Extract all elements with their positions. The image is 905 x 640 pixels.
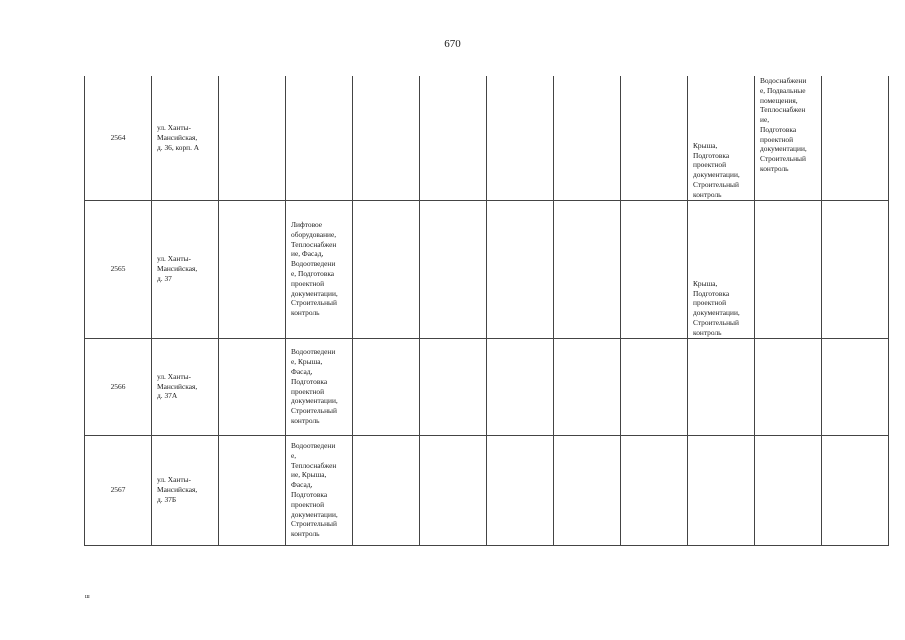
work-line: е, Крыша, xyxy=(291,357,323,367)
work-line: оборудование, xyxy=(291,229,337,239)
work-line: проектной xyxy=(291,499,325,509)
address-line: ул. Ханты- xyxy=(157,123,191,133)
row-number-cell xyxy=(85,435,152,545)
table-cell xyxy=(554,76,621,200)
work-line: документации, xyxy=(291,509,338,519)
work-line: ие, Фасад, xyxy=(291,249,324,259)
works-cell xyxy=(688,435,755,545)
table-cell xyxy=(621,76,688,200)
work-line: Водоотведени xyxy=(291,441,336,451)
works-cell xyxy=(286,435,353,545)
work-line: Подготовка xyxy=(291,490,328,499)
row-number-cell xyxy=(85,76,152,200)
work-line: Строительный xyxy=(760,154,806,164)
address-line: д. 37А xyxy=(157,391,178,401)
table-cell xyxy=(822,76,889,200)
table-cell xyxy=(554,435,621,545)
works-cell xyxy=(755,200,822,338)
work-line: Теплоснабжен xyxy=(291,239,337,249)
row-number: 2566 xyxy=(110,381,126,391)
work-line: проектной xyxy=(693,298,727,308)
address-line: ул. Ханты- xyxy=(157,254,191,264)
works-cell xyxy=(688,200,755,338)
table-cell xyxy=(621,200,688,338)
work-line: ие, xyxy=(760,115,770,125)
work-line: Строительный xyxy=(291,406,337,416)
work-line: Водоотведени xyxy=(291,259,336,269)
work-line: документации, xyxy=(291,396,338,406)
table-row xyxy=(85,435,889,545)
work-line: контроль xyxy=(693,327,722,337)
work-line: Водоотведени xyxy=(291,347,336,357)
work-line: проектной xyxy=(760,134,794,144)
address-line: Мансийская, xyxy=(157,264,198,274)
address-line: д. 37Б xyxy=(157,494,177,504)
work-line: е, Подготовка xyxy=(291,269,335,278)
work-line: Лифтовое xyxy=(291,220,323,230)
address-cell xyxy=(152,76,219,200)
address-cell xyxy=(152,200,219,338)
work-line: ие, Крыша, xyxy=(291,470,327,480)
table-cell xyxy=(621,435,688,545)
table-cell xyxy=(822,200,889,338)
works-cell xyxy=(755,338,822,435)
work-line: контроль xyxy=(291,415,320,425)
address-line: Мансийская, xyxy=(157,381,198,391)
table-cell xyxy=(219,435,286,545)
works-cell xyxy=(286,200,353,338)
row-number: 2567 xyxy=(110,485,126,495)
work-line: контроль xyxy=(760,163,789,173)
row-number-cell xyxy=(85,200,152,338)
address-line: д. 36, корп. А xyxy=(157,142,200,152)
row-number: 2564 xyxy=(110,132,126,142)
table-cell xyxy=(554,338,621,435)
work-line: Крыша, xyxy=(693,140,718,150)
table-row xyxy=(85,76,889,200)
works-cell xyxy=(688,338,755,435)
work-line: Крыша, xyxy=(693,278,718,288)
address-line: д. 37 xyxy=(157,273,172,283)
work-line: проектной xyxy=(693,160,727,170)
work-line: документации, xyxy=(291,288,338,298)
work-line: Теплоснабжен xyxy=(760,105,806,115)
work-line: контроль xyxy=(291,529,320,539)
work-line: е, xyxy=(291,450,297,460)
work-line: контроль xyxy=(291,308,320,318)
table-cell xyxy=(487,338,554,435)
page-number: 670 xyxy=(444,38,461,50)
table-cell xyxy=(353,76,420,200)
work-line: Подготовка xyxy=(693,288,730,298)
work-line: Подготовка xyxy=(760,124,797,134)
work-line: Фасад, xyxy=(291,480,313,490)
footer-mark: ш xyxy=(85,594,90,600)
work-line: е, Подвальные xyxy=(760,85,806,95)
table-cell xyxy=(353,338,420,435)
work-line: контроль xyxy=(693,189,722,199)
work-line: Водоснабжени xyxy=(760,76,807,85)
table-cell xyxy=(487,435,554,545)
work-line: Теплоснабжен xyxy=(291,460,337,470)
table-row xyxy=(85,200,889,338)
row-number: 2565 xyxy=(110,264,126,274)
table-cell xyxy=(420,338,487,435)
work-line: Строительный xyxy=(693,179,739,189)
table-cell xyxy=(420,435,487,545)
table-cell xyxy=(219,76,286,200)
table-cell xyxy=(487,76,554,200)
works-cell xyxy=(286,76,353,200)
address-line: Мансийская, xyxy=(157,485,198,495)
table-cell xyxy=(353,435,420,545)
address-line: ул. Ханты- xyxy=(157,475,191,485)
table-cell xyxy=(420,76,487,200)
table-cell xyxy=(219,338,286,435)
table-cell xyxy=(487,200,554,338)
row-number-cell xyxy=(85,338,152,435)
work-line: документации, xyxy=(760,144,807,154)
register-table xyxy=(84,76,889,546)
work-line: документации, xyxy=(693,308,740,318)
address-cell xyxy=(152,435,219,545)
work-line: Строительный xyxy=(291,298,337,308)
works-cell xyxy=(755,76,822,200)
work-line: помещения, xyxy=(760,95,798,105)
work-line: проектной xyxy=(291,278,325,288)
table-cell xyxy=(822,338,889,435)
table-cell xyxy=(621,338,688,435)
work-line: проектной xyxy=(291,386,325,396)
table-cell xyxy=(822,435,889,545)
work-line: Подготовка xyxy=(693,150,730,160)
work-line: Фасад, xyxy=(291,366,313,376)
address-cell xyxy=(152,338,219,435)
works-cell xyxy=(688,76,755,200)
address-line: Мансийская, xyxy=(157,132,198,142)
table-cell xyxy=(219,200,286,338)
table-cell xyxy=(554,200,621,338)
works-cell xyxy=(755,435,822,545)
work-line: Строительный xyxy=(693,317,739,327)
works-cell xyxy=(286,338,353,435)
table-row xyxy=(85,338,889,435)
work-line: Строительный xyxy=(291,519,337,529)
address-line: ул. Ханты- xyxy=(157,371,191,381)
table-cell xyxy=(353,200,420,338)
work-line: документации, xyxy=(693,170,740,180)
work-line: Подготовка xyxy=(291,376,328,386)
table-cell xyxy=(420,200,487,338)
